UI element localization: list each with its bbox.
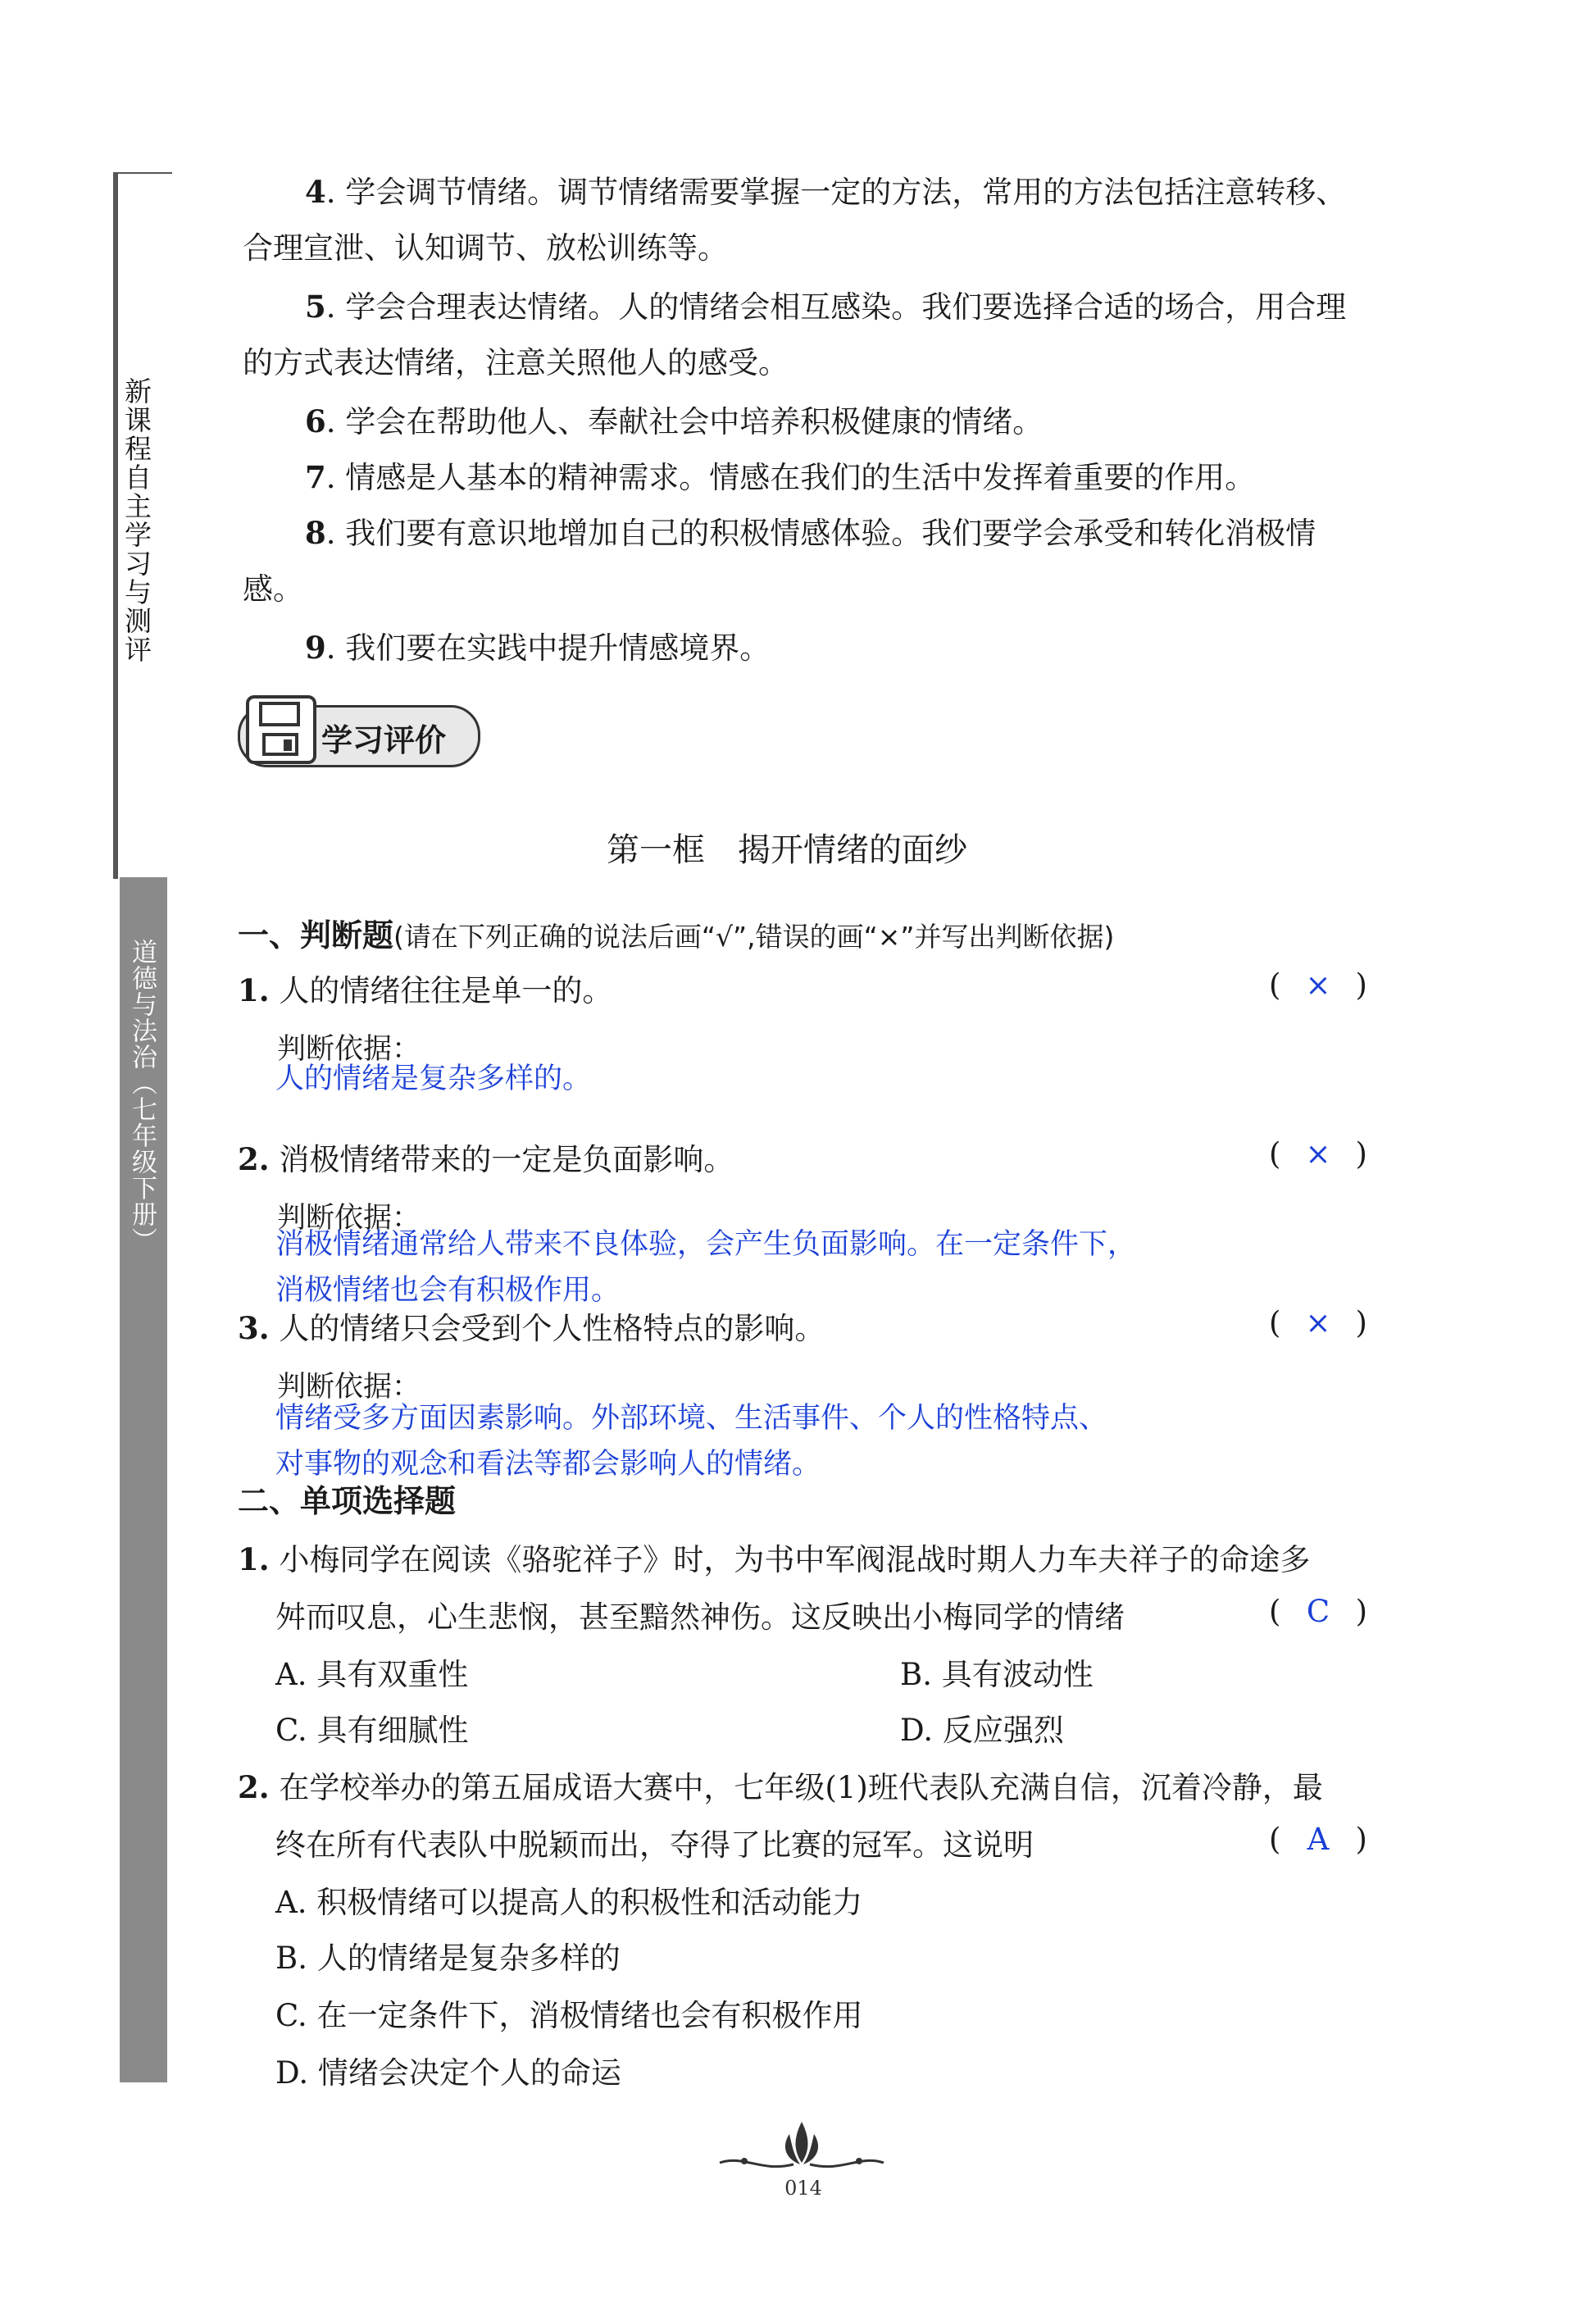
choice-2-option-d: D. 情绪会决定个人的命运 [275, 2055, 621, 2091]
point-5: 5. 学会合理表达情绪。人的情绪会相互感染。我们要选择合适的场合，用合理的方式表达情绪，注意关照他人的感受。 [243, 289, 1347, 380]
choice-question-2-line1: 2. 在学校举办的第五届成语大赛中，七年级(1)班代表队充满自信，沉着冷静，最 [238, 1769, 1323, 1805]
basis-label-3: 判断依据： [277, 1371, 421, 1404]
floppy-disk-icon [246, 695, 316, 764]
basis-label-2: 判断依据： [277, 1202, 421, 1235]
choice-1-option-d: D. 反应强烈 [900, 1713, 1064, 1748]
choice-answer-paren-1: ( C ) [1269, 1594, 1367, 1629]
point-8: 8. 我们要有意识地增加自己的积极情感体验。我们要学会承受和转化消极情感。 [243, 515, 1316, 607]
judgment-question-1: 1. 人的情绪往往是单一的。 [238, 972, 613, 1008]
choice-2-option-a: A. 积极情绪可以提高人的积极性和活动能力 [275, 1885, 863, 1920]
judgment-question-2: 2. 消极情绪带来的一定是负面影响。 [238, 1141, 734, 1177]
choice-1-option-c: C. 具有细腻性 [275, 1713, 469, 1748]
choice-question-1-line1: 1. 小梅同学在阅读《骆驼祥子》时，为书中军阀混战时期人力车夫祥子的命途多 [238, 1541, 1311, 1577]
choice-answer-paren-2: ( A ) [1269, 1822, 1367, 1857]
point-9: 9. 我们要在实践中提升情感境界。 [305, 630, 771, 666]
choice-question-1-line2: 舛而叹息，心生悲悯，甚至黯然神伤。这反映出小梅同学的情绪 [275, 1599, 1125, 1635]
section2-heading: 二、单项选择题 [238, 1483, 457, 1519]
choice-1-option-b: B. 具有波动性 [900, 1657, 1094, 1692]
footer-ornament-icon [712, 2114, 892, 2182]
choice-answer: A [1307, 1822, 1330, 1857]
sidebar-series-title: 新课程自主学习与测评 [120, 377, 152, 664]
answer-mark: × [1305, 1305, 1331, 1340]
answer-mark: × [1305, 1136, 1331, 1172]
choice-1-option-a: A. 具有双重性 [275, 1657, 469, 1692]
sidebar-subject-title: 道德与法治（七年级下册） [127, 939, 157, 1254]
section1-heading: 一、判断题(请在下列正确的说法后画“√”,错误的画“×”并写出判断依据) [238, 917, 1115, 953]
answer-paren-2: ( × ) [1269, 1136, 1367, 1172]
basis-answer-1: 人的情绪是复杂多样的。 [275, 1063, 592, 1095]
basis-answer-2: 消极情绪通常给人带来不良体验，会产生负面影响。在一定条件下， 消极情绪也会有积极作用。 [275, 1228, 1137, 1307]
point-6: 6. 学会在帮助他人、奉献社会中培养积极健康的情绪。 [305, 403, 1044, 439]
basis-answer-3: 情绪受多方面因素影响。外部环境、生活事件、个人的性格特点、 对事物的观念和看法等都会影响人的情绪。 [275, 1402, 1108, 1481]
point-4: 4. 学会调节情绪。调节情绪需要掌握一定的方法，常用的方法包括注意转移、合理宣泄、认知调节、放松训练等。 [243, 174, 1347, 266]
basis-label-1: 判断依据： [277, 1033, 421, 1066]
lesson-title: 第一框 揭开情绪的面纱 [607, 831, 967, 869]
learning-evaluation-label: 学习评价 [321, 722, 447, 758]
choice-2-option-b: B. 人的情绪是复杂多样的 [275, 1941, 621, 1976]
choice-2-option-c: C. 在一定条件下，消极情绪也会有积极作用 [275, 1998, 863, 2033]
choice-question-2-line2: 终在所有代表队中脱颖而出，夺得了比赛的冠军。这说明 [275, 1827, 1034, 1863]
point-7: 7. 情感是人基本的精神需求。情感在我们的生活中发挥着重要的作用。 [305, 459, 1256, 495]
answer-paren-1: ( × ) [1269, 967, 1367, 1003]
judgment-question-3: 3. 人的情绪只会受到个人性格特点的影响。 [238, 1310, 825, 1346]
answer-paren-3: ( × ) [1269, 1305, 1367, 1340]
page-number: 014 [784, 2177, 822, 2200]
answer-mark: × [1305, 967, 1331, 1003]
choice-answer: C [1306, 1594, 1330, 1629]
